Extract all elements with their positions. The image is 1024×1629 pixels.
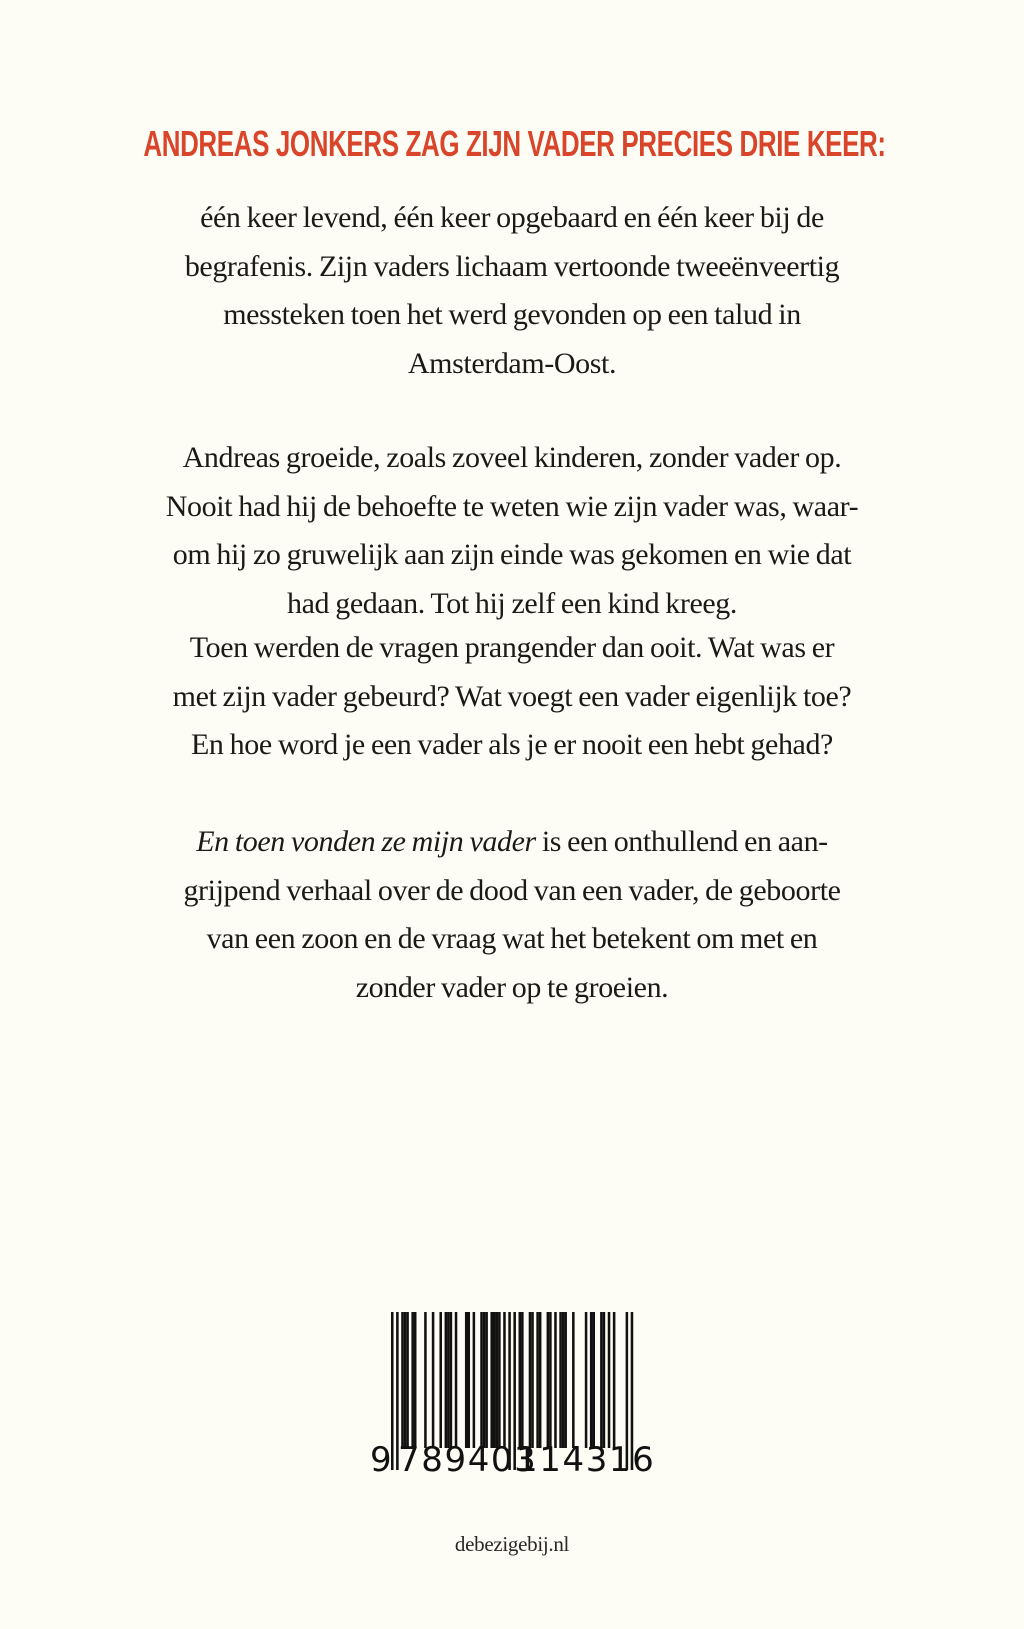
blurb-line: met zijn vader gebeurd? Wat voegt een vader eigenlijk toe? xyxy=(172,679,852,713)
blurb-text: is een onthullend en aan- xyxy=(535,825,828,858)
blurb-line: had gedaan. Tot hij zelf een kind kreeg. xyxy=(287,586,737,620)
isbn-first-digit: 9 xyxy=(370,1440,392,1480)
blurb-line: Nooit had hij de behoefte te weten wie zijn vader was, waar- xyxy=(165,489,859,523)
blurb-paragraph-3 xyxy=(100,624,924,770)
blurb-paragraph-4 xyxy=(100,818,924,1012)
blurb-line: Amsterdam-Oost. xyxy=(407,346,617,380)
blurb-line: messteken toen het werd gevonden op een talud in xyxy=(223,298,801,331)
isbn-digits xyxy=(368,1440,656,1480)
cover-heading: ANDREAS JONKERS ZAG ZIJN VADER PRECIES DRIE KEER: xyxy=(143,123,886,164)
blurb-line: Andreas groeide, zoals zoveel kinderen, zonder vader op. xyxy=(182,441,842,474)
blurb-line: om hij zo gruwelijk aan zijn einde was gekomen en wie dat xyxy=(172,538,852,571)
blurb-paragraph-2 xyxy=(100,434,924,628)
publisher-url: debezigebij.nl xyxy=(454,1532,570,1556)
isbn-left-digits: 789403 xyxy=(398,1440,538,1480)
blurb-line: van een zoon en de vraag wat het betekent om met en xyxy=(206,922,818,955)
blurb-line: En hoe word je een vader als je er nooit een hebt gehad? xyxy=(191,728,833,761)
blurb-line: Toen werden de vragen prangender dan ooit. Wat was er xyxy=(189,631,835,664)
blurb-line xyxy=(100,818,924,867)
blurb-line: zonder vader op te groeien. xyxy=(355,970,669,1004)
blurb-line: grijpend verhaal over de dood van een vader, de geboorte xyxy=(183,873,841,907)
blurb-paragraph-1 xyxy=(100,194,924,388)
blurb-line: begrafenis. Zijn vaders lichaam vertoonde tweeënveertig xyxy=(184,249,840,283)
isbn-right-digits: 114316 xyxy=(516,1440,656,1480)
book-title: En toen vonden ze mijn vader xyxy=(196,825,536,858)
blurb-line: één keer levend, één keer opgebaard en één keer bij de xyxy=(200,201,824,234)
